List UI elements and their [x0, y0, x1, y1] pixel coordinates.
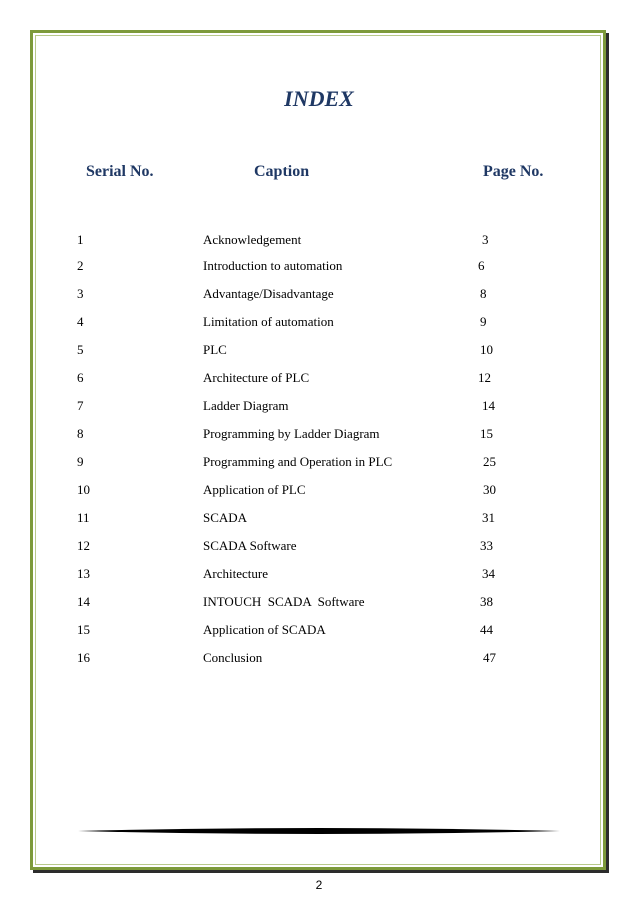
- row-serial: 15: [77, 622, 90, 637]
- row-caption: Conclusion: [203, 650, 263, 665]
- page-number: 2: [315, 878, 323, 892]
- table-row: [0, 342, 638, 360]
- table-row: [0, 566, 638, 584]
- index-title: INDEX: [284, 86, 354, 111]
- table-row: [0, 538, 638, 556]
- table-row: [0, 398, 638, 416]
- page-border: [30, 30, 606, 870]
- row-serial: 13: [77, 566, 90, 581]
- table-row: [0, 650, 638, 668]
- row-serial: 8: [77, 426, 84, 441]
- row-caption: Application of SCADA: [203, 622, 326, 637]
- row-serial: 3: [77, 286, 84, 301]
- header-serial-no: Serial No.: [86, 163, 154, 180]
- row-serial: 2: [77, 258, 84, 273]
- row-caption: Architecture of PLC: [203, 370, 310, 385]
- row-serial: 11: [77, 510, 90, 525]
- row-serial: 12: [77, 538, 90, 553]
- row-caption: Introduction to automation: [203, 258, 343, 273]
- row-page: 47: [483, 650, 496, 665]
- row-serial: 10: [77, 482, 90, 497]
- row-caption: SCADA Software: [203, 538, 297, 553]
- row-page: 14: [482, 398, 495, 413]
- table-row: [0, 510, 638, 528]
- row-caption: INTOUCH SCADA Software: [203, 594, 365, 609]
- row-page: 6: [478, 258, 485, 273]
- header-caption: Caption: [254, 163, 310, 180]
- row-serial: 16: [77, 650, 90, 665]
- row-page: 38: [480, 594, 493, 609]
- row-serial: 4: [77, 314, 84, 329]
- table-row: [0, 426, 638, 444]
- table-row: [0, 286, 638, 304]
- row-page: 25: [483, 454, 496, 469]
- row-caption: PLC: [203, 342, 227, 357]
- row-page: 12: [478, 370, 491, 385]
- header-page-no: Page No.: [483, 163, 544, 180]
- row-page: 15: [480, 426, 493, 441]
- row-caption: SCADA: [203, 510, 248, 525]
- row-page: 34: [482, 566, 495, 581]
- table-row: [0, 370, 638, 388]
- row-caption: Ladder Diagram: [203, 398, 289, 413]
- row-serial: 14: [77, 594, 90, 609]
- row-page: 31: [482, 510, 495, 525]
- table-row: [0, 594, 638, 612]
- row-caption: Programming and Operation in PLC: [203, 454, 393, 469]
- table-row: [0, 454, 638, 472]
- row-page: 9: [480, 314, 487, 329]
- decorative-divider: [78, 826, 560, 836]
- row-caption: Limitation of automation: [203, 314, 334, 329]
- page-border-inner: [35, 35, 601, 865]
- row-page: 33: [480, 538, 493, 553]
- table-row: [0, 258, 638, 276]
- table-row: [0, 622, 638, 640]
- row-serial: 6: [77, 370, 84, 385]
- row-serial: 1: [77, 232, 84, 247]
- row-serial: 5: [77, 342, 84, 357]
- row-serial: 7: [77, 398, 84, 413]
- row-caption: Architecture: [203, 566, 268, 581]
- row-caption: Advantage/Disadvantage: [203, 286, 334, 301]
- row-page: 30: [483, 482, 496, 497]
- table-row: [0, 314, 638, 332]
- row-caption: Acknowledgement: [203, 232, 302, 247]
- row-page: 44: [480, 622, 493, 637]
- row-page: 8: [480, 286, 487, 301]
- table-row: [0, 232, 638, 250]
- row-page: 3: [482, 232, 489, 247]
- index-header-row: [0, 163, 638, 185]
- row-caption: Application of PLC: [203, 482, 306, 497]
- row-page: 10: [480, 342, 493, 357]
- row-serial: 9: [77, 454, 84, 469]
- row-caption: Programming by Ladder Diagram: [203, 426, 380, 441]
- table-row: [0, 482, 638, 500]
